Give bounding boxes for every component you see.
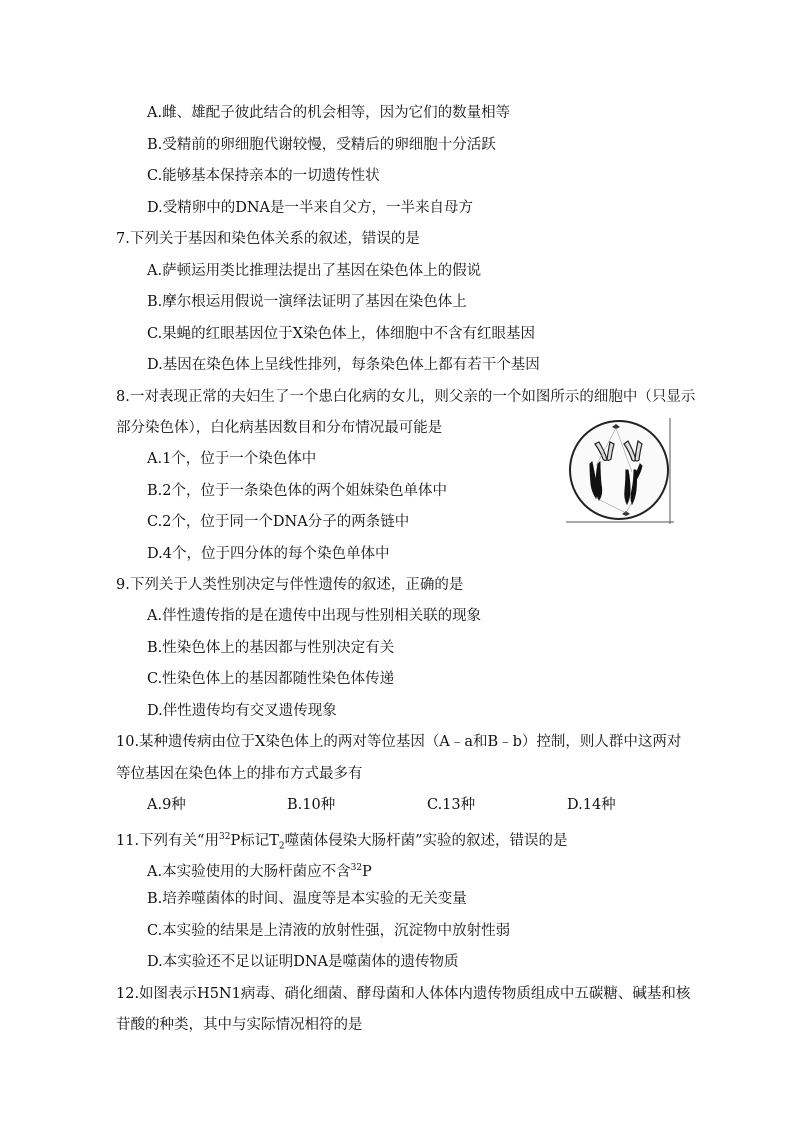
q9-stem: 9.下列关于人类性别决定与伴性遗传的叙述，正确的是 bbox=[116, 577, 464, 593]
q11-stem-sup: 32 bbox=[218, 832, 231, 842]
q8-stem-line2: 部分染色体），白化病基因数目和分布情况最可能是 bbox=[116, 420, 443, 436]
q9-option-b: B.性染色体上的基因都与性别决定有关 bbox=[147, 640, 395, 656]
q10-options-row bbox=[147, 795, 667, 815]
q10-stem-line1: 10.某种遗传病由位于X染色体上的两对等位基因（A﹣a和B﹣b）控制，则人群中这两对 bbox=[116, 734, 682, 750]
q11-stem-sub: 2 bbox=[278, 841, 285, 852]
q8-option-b: B.2个，位于一条染色体的两个姐妹染色单体中 bbox=[147, 483, 447, 499]
q11-option-a-sup: 32 bbox=[350, 863, 363, 873]
q12-stem-line1: 12.如图表示H5N1病毒、硝化细菌、酵母菌和人体体内遗传物质组成中五碳糖、碱基和核 bbox=[116, 986, 691, 1002]
q7-option-c: C.果蝇的红眼基因位于X染色体上，体细胞中不含有红眼基因 bbox=[147, 326, 536, 342]
q7-option-a: A.萨顿运用类比推理法提出了基因在染色体上的假说 bbox=[147, 263, 482, 279]
q9-option-a: A.伴性遗传指的是在遗传中出现与性别相关联的现象 bbox=[147, 608, 482, 624]
q8-stem-line1: 8.一对表现正常的夫妇生了一个患白化病的女儿，则父亲的一个如图所示的细胞中（只显示 bbox=[116, 389, 696, 405]
q6-option-d: D.受精卵中的DNA是一半来自父方，一半来自母方 bbox=[147, 200, 474, 216]
q11-stem bbox=[116, 827, 568, 857]
q11-option-a bbox=[147, 858, 372, 882]
q8-option-a: A.1个，位于一个染色体中 bbox=[147, 451, 317, 467]
q11-option-d: D.本实验还不足以证明DNA是噬菌体的遗传物质 bbox=[147, 954, 459, 970]
cell-chromosome-diagram-icon bbox=[566, 418, 674, 524]
q10-option-b: B.10种 bbox=[287, 797, 336, 813]
q6-option-a: A.雌、雄配子彼此结合的机会相等，因为它们的数量相等 bbox=[147, 105, 511, 121]
q11-option-a-pre: A.本实验使用的大肠杆菌应不含 bbox=[147, 863, 351, 880]
q10-option-d: D.14种 bbox=[567, 797, 616, 813]
q7-stem: 7.下列关于基因和染色体关系的叙述，错误的是 bbox=[116, 231, 420, 247]
q12-stem-line2: 苷酸的种类，其中与实际情况相符的是 bbox=[116, 1017, 363, 1033]
q10-stem-line2: 等位基因在染色体上的排布方式最多有 bbox=[116, 766, 363, 782]
q8-option-c: C.2个，位于同一个DNA分子的两条链中 bbox=[147, 514, 410, 530]
q9-option-d: D.伴性遗传均有交叉遗传现象 bbox=[147, 703, 337, 719]
q11-option-c: C.本实验的结果是上清液的放射性强，沉淀物中放射性弱 bbox=[147, 923, 511, 939]
q11-option-b: B.培养噬菌体的时间、温度等是本实验的无关变量 bbox=[147, 891, 467, 907]
q8-option-d: D.4个，位于四分体的每个染色单体中 bbox=[147, 546, 390, 562]
q6-option-b: B.受精前的卵细胞代谢较慢，受精后的卵细胞十分活跃 bbox=[147, 137, 496, 153]
q11-option-a-post: P bbox=[362, 863, 372, 880]
q7-option-b: B.摩尔根运用假说一演绎法证明了基因在染色体上 bbox=[147, 294, 467, 310]
q6-option-c: C.能够基本保持亲本的一切遗传性状 bbox=[147, 168, 380, 184]
q9-option-c: C.性染色体上的基因都随性染色体传递 bbox=[147, 671, 395, 687]
q10-option-c: C.13种 bbox=[427, 797, 476, 813]
q11-stem-post: 噬菌体侵染大肠杆菌”实验的叙述，错误的是 bbox=[284, 832, 568, 849]
q11-stem-mid: P标记T bbox=[230, 832, 279, 849]
q10-option-a: A.9种 bbox=[147, 797, 186, 813]
q7-option-d: D.基因在染色体上呈线性排列，每条染色体上都有若干个基因 bbox=[147, 357, 540, 373]
q11-stem-pre: 11.下列有关“用 bbox=[116, 832, 219, 849]
